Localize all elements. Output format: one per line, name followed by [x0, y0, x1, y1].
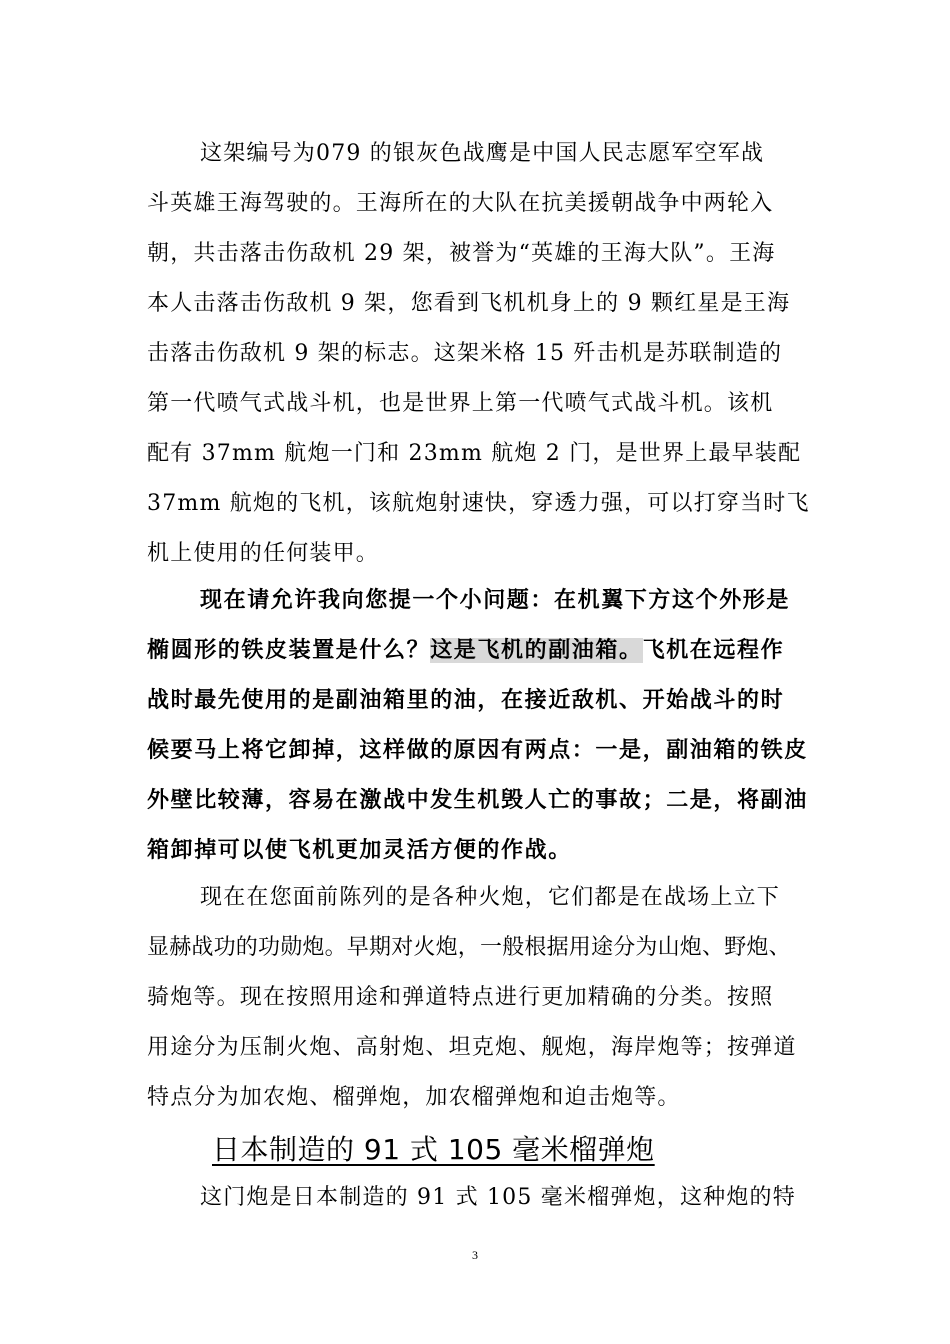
paragraph-2-line-5: 外壁比较薄，容易在激战中发生机毁人亡的事故；二是，将副油	[147, 788, 808, 813]
paragraph-3-line-3: 骑炮等。现在按照用途和弹道特点进行更加精确的分类。按照	[147, 985, 774, 1010]
paragraph-1-line-3: 朝，共击落击伤敌机 29 架，被誉为“英雄的王海大队”。王海	[147, 241, 776, 266]
paragraph-1-line-9: 机上使用的任何装甲。	[147, 541, 380, 566]
paragraph-3-line-1: 现在在您面前陈列的是各种火炮，它们都是在战场上立下	[200, 885, 781, 910]
paragraph-2-question-text: 椭圆形的铁皮装置是什么？	[147, 638, 431, 663]
paragraph-1-line-8: 37mm 航炮的飞机，该航炮射速快，穿透力强，可以打穿当时飞	[147, 491, 810, 516]
paragraph-2-line-1: 现在请允许我向您提一个小问题：在机翼下方这个外形是	[200, 588, 791, 613]
paragraph-1-line-7: 配有 37mm 航炮一门和 23mm 航炮 2 门，是世界上最早装配	[147, 441, 802, 466]
paragraph-2-line-4: 候要马上将它卸掉，这样做的原因有两点：一是，副油箱的铁皮	[147, 738, 808, 763]
highlighted-answer: 这是飞机的副油箱。	[430, 638, 643, 663]
section-heading: 日本制造的 91 式 105 毫米榴弹炮	[212, 1133, 655, 1166]
paragraph-1-line-5: 击落击伤敌机 9 架的标志。这架米格 15 歼击机是苏联制造的	[147, 341, 783, 366]
paragraph-3-line-5: 特点分为加农炮、榴弹炮，加农榴弹炮和迫击炮等。	[147, 1085, 681, 1110]
paragraph-4-line-1: 这门炮是日本制造的 91 式 105 毫米榴弹炮，这种炮的特	[200, 1185, 796, 1210]
paragraph-1-line-2: 斗英雄王海驾驶的。王海所在的大队在抗美援朝战争中两轮入	[147, 191, 774, 216]
page-number: 3	[472, 1248, 478, 1262]
paragraph-2-line-6: 箱卸掉可以使飞机更加灵活方便的作战。	[147, 838, 572, 863]
paragraph-2-line-3: 战时最先使用的是副油箱里的油，在接近敌机、开始战斗的时	[147, 688, 785, 713]
paragraph-1-line-1: 这架编号为079 的银灰色战鹰是中国人民志愿军空军战	[200, 141, 765, 166]
paragraph-2-line-2	[147, 633, 784, 669]
paragraph-3-line-2: 显赫战功的功勋炮。早期对火炮，一般根据用途分为山炮、野炮、	[147, 935, 791, 960]
paragraph-3-line-4: 用途分为压制火炮、高射炮、坦克炮、舰炮，海岸炮等；按弹道	[147, 1035, 797, 1060]
paragraph-1-line-6: 第一代喷气式战斗机，也是世界上第一代喷气式战斗机。该机	[147, 391, 774, 416]
paragraph-1-line-4: 本人击落击伤敌机 9 架，您看到飞机机身上的 9 颗红星是王海	[147, 291, 791, 316]
paragraph-2-continuation-text: 飞机在远程作	[642, 638, 785, 663]
